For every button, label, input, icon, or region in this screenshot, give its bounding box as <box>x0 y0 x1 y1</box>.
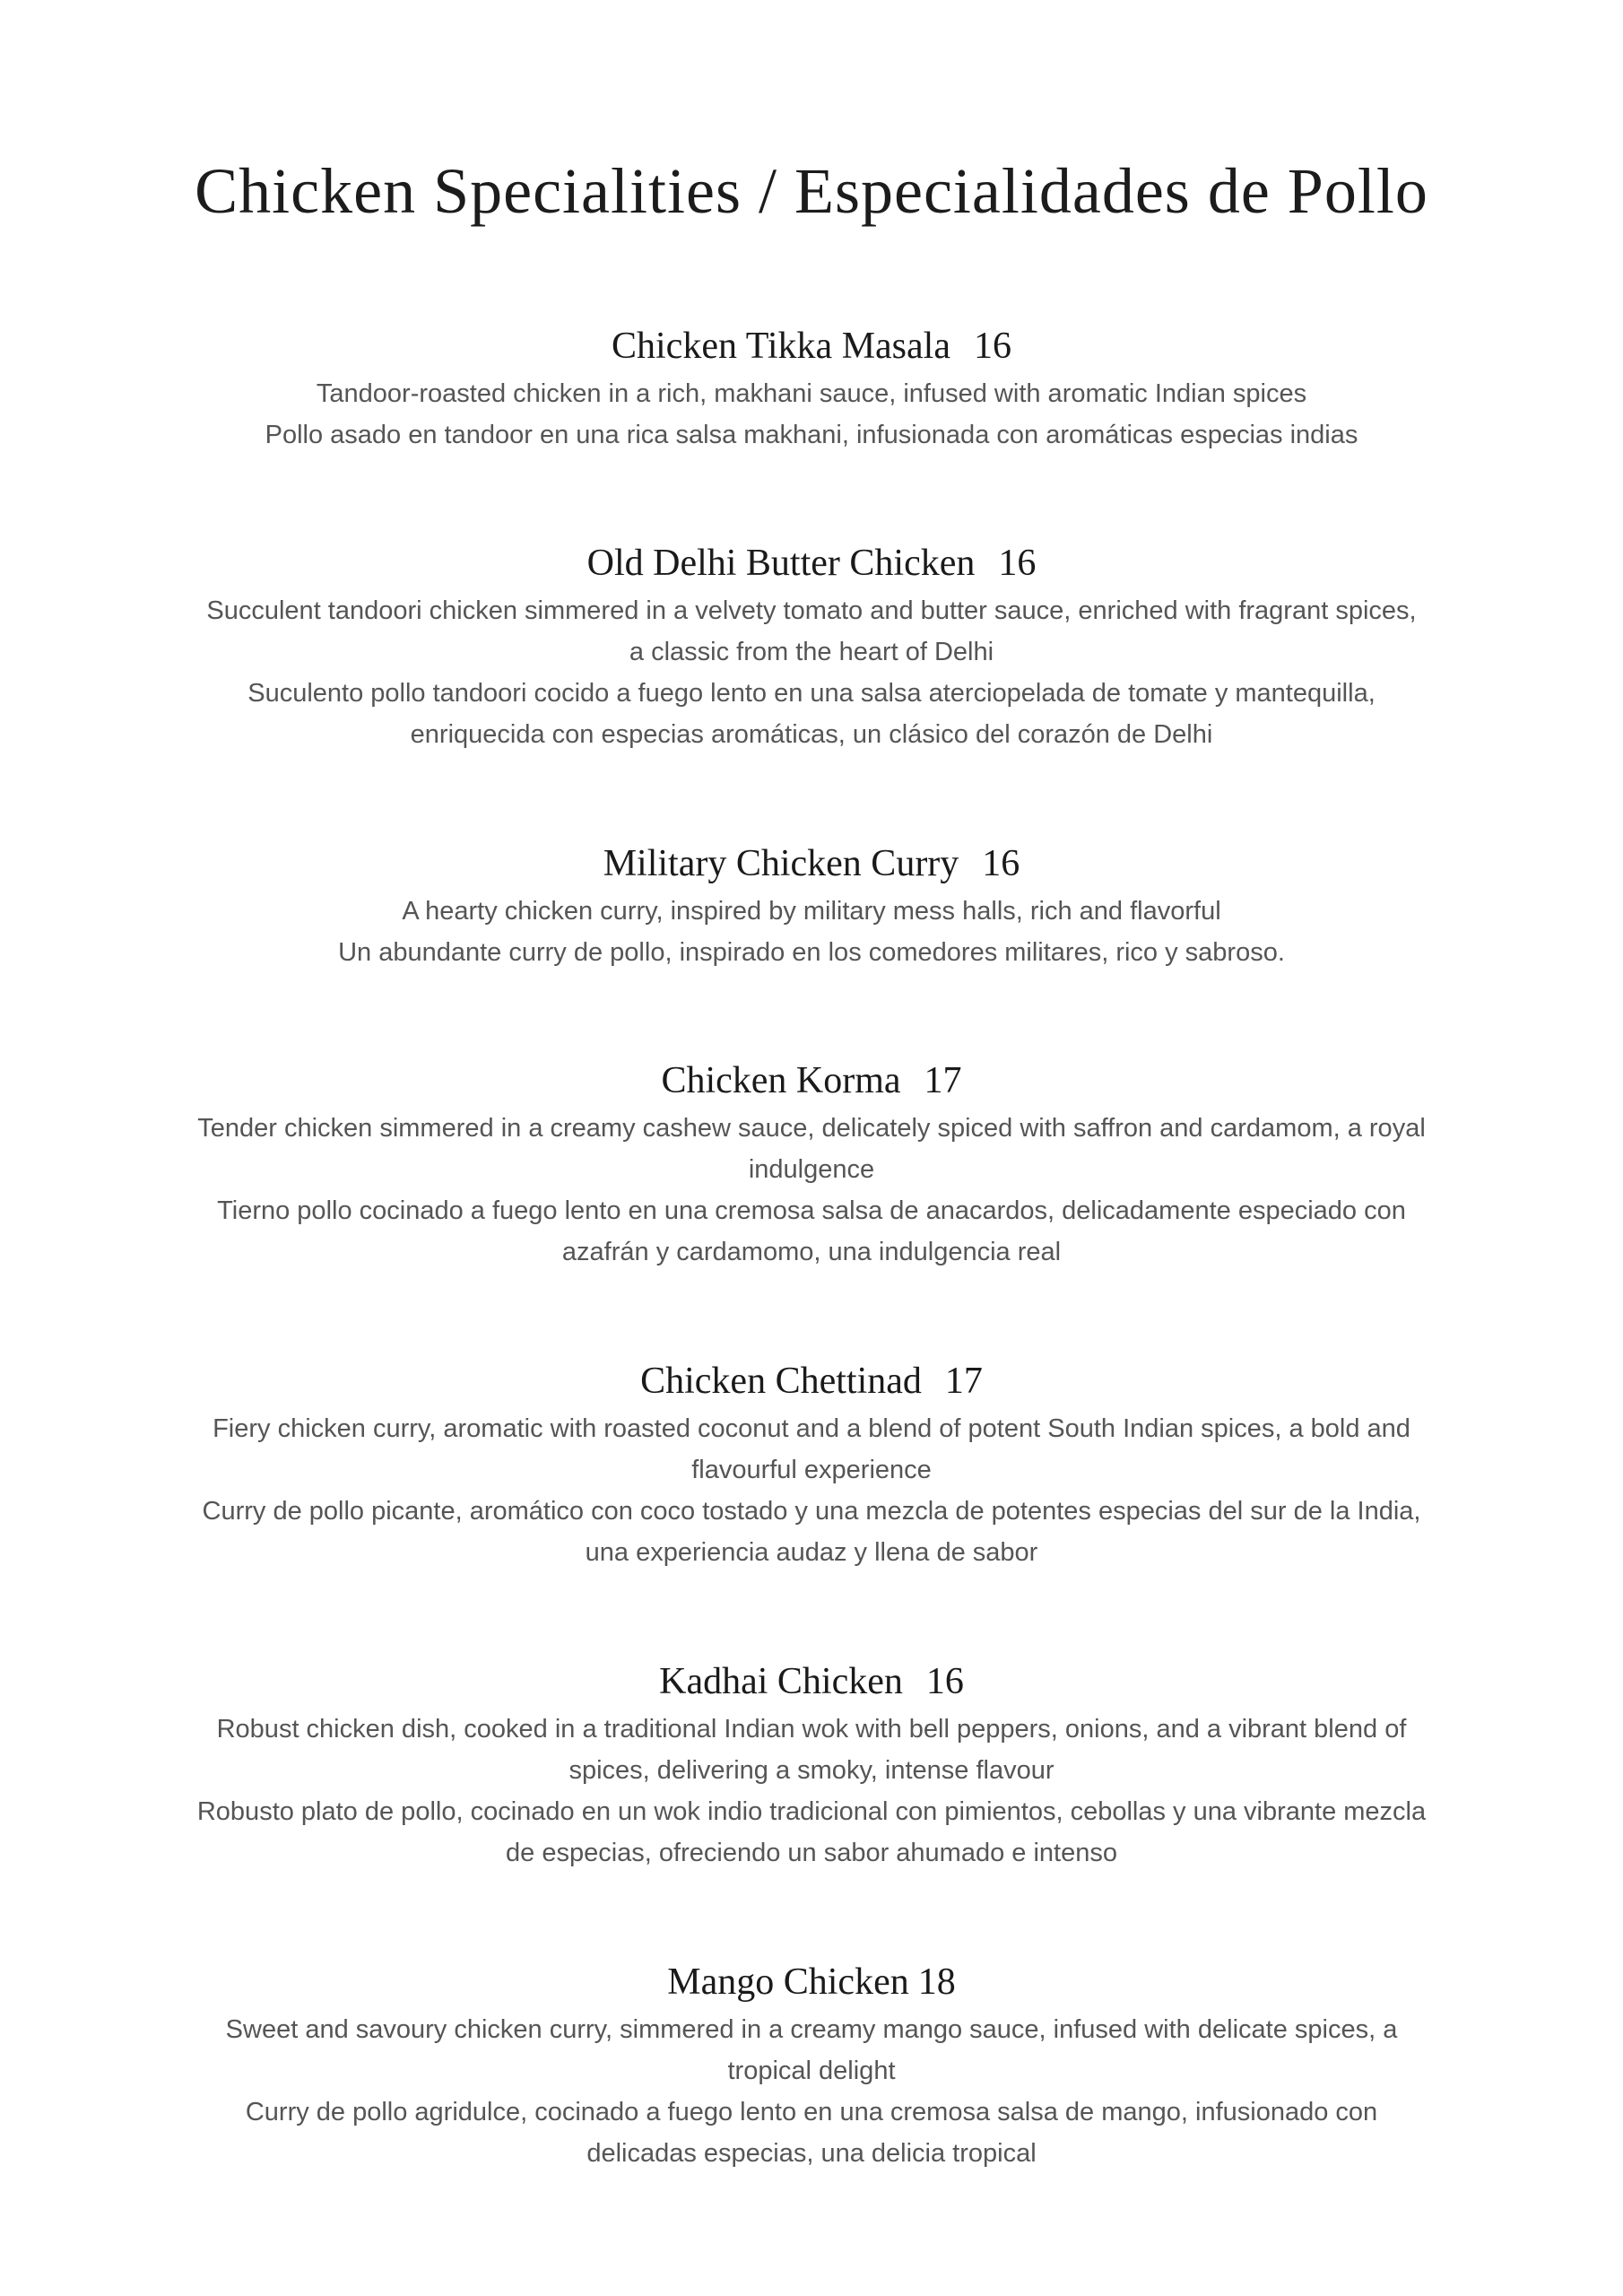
description-english: a classic from the heart of Delhi <box>629 638 994 666</box>
item-price: 16 <box>998 543 1037 584</box>
description-english: flavourful experience <box>691 1456 932 1484</box>
description-english: Sweet and savoury chicken curry, simmered in a creamy mango sauce, infused with delicate spices, a <box>225 2015 1398 2044</box>
item-price: 17 <box>924 1060 962 1101</box>
menu-item-chicken-tikka-masala <box>135 321 1488 456</box>
item-description <box>135 1108 1488 1273</box>
item-heading <box>135 538 1488 588</box>
description-english: Fiery chicken curry, aromatic with roasted coconut and a blend of potent South Indian spices, a bold and <box>213 1414 1410 1443</box>
description-spanish: Un abundante curry de pollo, inspirado en los comedores militares, rico y sabroso. <box>338 938 1285 967</box>
description-english: A hearty chicken curry, inspired by military mess halls, rich and flavorful <box>402 897 1221 926</box>
menu-item-military-chicken-curry <box>135 839 1488 973</box>
item-heading <box>135 839 1488 889</box>
item-description <box>135 891 1488 973</box>
menu-item-mango-chicken <box>135 1957 1488 2174</box>
description-english: Tender chicken simmered in a creamy cashew sauce, delicately spiced with saffron and cardamom, a royal <box>197 1114 1426 1143</box>
description-spanish: Tierno pollo cocinado a fuego lento en una cremosa salsa de anacardos, delicadamente especiado con <box>217 1196 1406 1225</box>
item-price: 16 <box>973 326 1011 367</box>
item-name: Chicken Tikka Masala <box>612 326 950 367</box>
description-spanish: de especias, ofreciendo un sabor ahumado e intenso <box>506 1839 1117 1867</box>
description-english: spices, delivering a smoky, intense flavour <box>568 1756 1055 1785</box>
description-spanish: Robusto plato de pollo, cocinado en un wok indio tradicional con pimientos, cebollas y una vibrante mezcla <box>196 1797 1427 1826</box>
description-spanish: delicadas especias, una delicia tropical <box>586 2139 1037 2168</box>
item-heading <box>135 1957 1488 2007</box>
item-price: 17 <box>944 1361 983 1402</box>
item-price: 16 <box>925 1661 964 1702</box>
description-english: Robust chicken dish, cooked in a traditional Indian wok with bell peppers, onions, and a vibrant blend of <box>216 1715 1407 1744</box>
item-heading <box>135 1056 1488 1106</box>
description-spanish: enriquecida con especias aromáticas, un clásico del corazón de Delhi <box>410 720 1213 749</box>
menu-item-old-delhi-butter-chicken <box>135 538 1488 755</box>
description-spanish: azafrán y cardamomo, una indulgencia real <box>561 1238 1062 1266</box>
page-title: Chicken Specialities / Especialidades de Pollo <box>195 155 1428 227</box>
description-english: tropical delight <box>727 2057 896 2085</box>
item-description <box>135 1408 1488 1573</box>
description-spanish: Pollo asado en tandoor en una rica salsa makhani, infusionada con aromáticas especias indias <box>265 421 1358 449</box>
description-english: indulgence <box>748 1155 875 1184</box>
item-heading <box>135 1356 1488 1406</box>
item-name: Military Chicken Curry <box>603 843 959 884</box>
item-name: Chicken Korma <box>661 1060 901 1101</box>
description-spanish: Curry de pollo agridulce, cocinado a fuego lento en una cremosa salsa de mango, infusionado con <box>245 2098 1378 2126</box>
item-description <box>135 373 1488 456</box>
item-name: Kadhai Chicken <box>659 1661 903 1702</box>
description-english: Tandoor-roasted chicken in a rich, makhani sauce, infused with aromatic Indian spices <box>316 379 1307 408</box>
menu-item-chicken-chettinad <box>135 1356 1488 1573</box>
item-name: Mango Chicken <box>667 1961 909 2003</box>
item-heading <box>135 321 1488 371</box>
description-spanish: Suculento pollo tandoori cocido a fuego lento en una salsa aterciopelada de tomate y mantequilla, <box>247 679 1376 708</box>
menu-item-kadhai-chicken <box>135 1657 1488 1874</box>
item-name: Chicken Chettinad <box>640 1361 922 1402</box>
item-heading <box>135 1657 1488 1707</box>
description-spanish: una experiencia audaz y llena de sabor <box>585 1538 1038 1567</box>
menu-item-chicken-korma <box>135 1056 1488 1273</box>
item-price: 16 <box>982 843 1020 884</box>
description-english: Succulent tandoori chicken simmered in a velvety tomato and butter sauce, enriched with fragrant spices, <box>206 596 1417 625</box>
description-spanish: Curry de pollo picante, aromático con coco tostado y una mezcla de potentes especias del sur de la India, <box>202 1497 1421 1526</box>
item-description <box>135 590 1488 755</box>
item-description <box>135 1709 1488 1874</box>
item-description <box>135 2009 1488 2174</box>
item-price: 18 <box>917 1961 956 2003</box>
item-name: Old Delhi Butter Chicken <box>586 543 976 584</box>
